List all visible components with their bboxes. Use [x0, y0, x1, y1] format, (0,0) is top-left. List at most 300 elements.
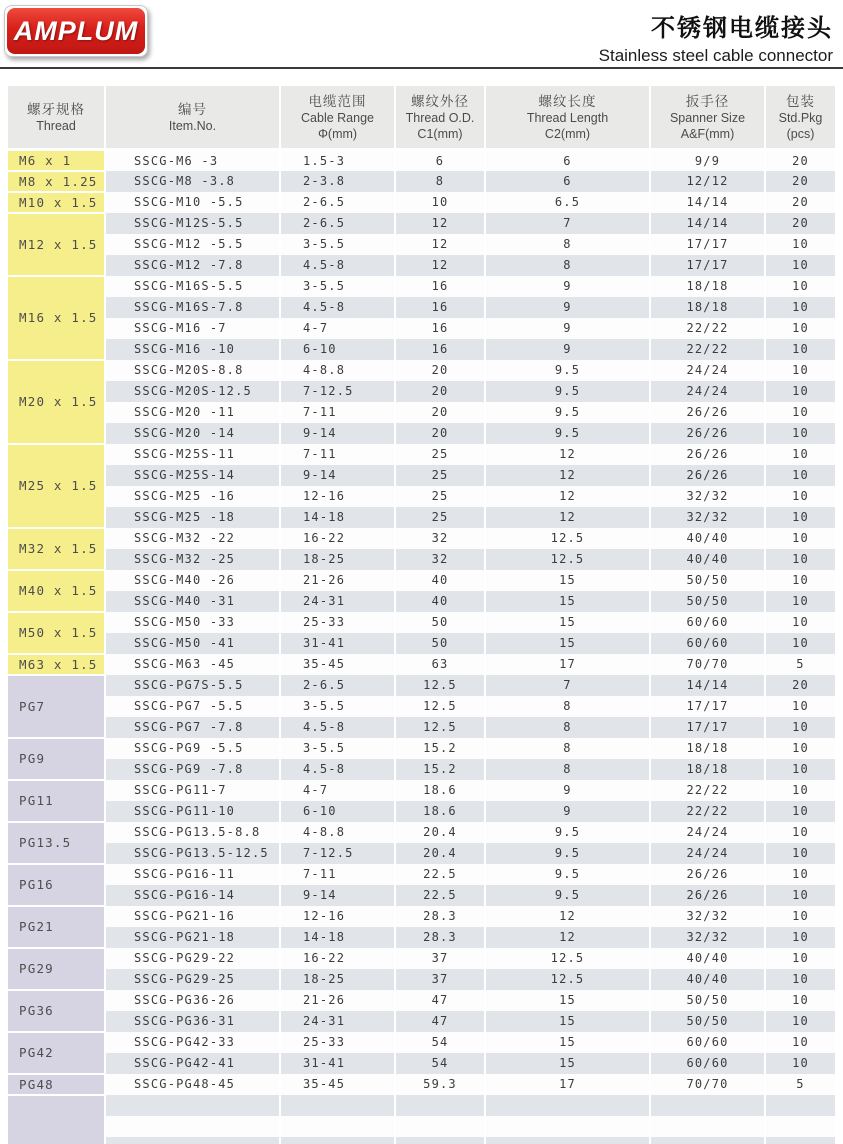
- table-row: [8, 570, 835, 591]
- spanner-size-cell: 18/18: [650, 759, 765, 780]
- thread-od-cell: 22.5: [395, 885, 485, 906]
- thread-group-cell: PG7: [8, 675, 105, 738]
- thread-group-cell: PG48: [8, 1074, 105, 1095]
- thread-length-cell: 6.5: [485, 192, 650, 213]
- thread-od-cell: 20: [395, 402, 485, 423]
- cable-range-cell: 3-5.5: [280, 276, 395, 297]
- thread-od-cell: [395, 1116, 485, 1137]
- item-no-cell: SSCG-M20S-12.5: [105, 381, 280, 402]
- thread-od-cell: 37: [395, 948, 485, 969]
- std-pkg-cell: 20: [765, 675, 835, 696]
- cable-range-cell: 31-41: [280, 633, 395, 654]
- thread-od-cell: 28.3: [395, 927, 485, 948]
- table-row: [8, 1137, 835, 1144]
- table-row: [8, 1032, 835, 1053]
- spanner-size-cell: 14/14: [650, 675, 765, 696]
- item-no-cell: SSCG-M12S-5.5: [105, 213, 280, 234]
- thread-od-cell: 20: [395, 381, 485, 402]
- table-row: [8, 843, 835, 864]
- item-no-cell: SSCG-M8 -3.8: [105, 171, 280, 192]
- thread-group-cell: PG36: [8, 990, 105, 1032]
- thread-od-cell: 12.5: [395, 717, 485, 738]
- item-no-cell: SSCG-M20 -11: [105, 402, 280, 423]
- thread-length-cell: [485, 1137, 650, 1144]
- thread-length-cell: 9: [485, 801, 650, 822]
- std-pkg-cell: 10: [765, 885, 835, 906]
- cable-range-cell: 4.5-8: [280, 717, 395, 738]
- table-row: [8, 612, 835, 633]
- table-row: [8, 234, 835, 255]
- item-no-cell: SSCG-PG36-31: [105, 1011, 280, 1032]
- table-row: [8, 822, 835, 843]
- thread-length-cell: 8: [485, 696, 650, 717]
- table-row: [8, 528, 835, 549]
- cable-range-cell: 24-31: [280, 591, 395, 612]
- table-row: [8, 1011, 835, 1032]
- spanner-size-cell: 9/9: [650, 150, 765, 171]
- cable-range-cell: 18-25: [280, 549, 395, 570]
- thread-od-cell: 47: [395, 990, 485, 1011]
- item-no-cell: SSCG-PG42-41: [105, 1053, 280, 1074]
- item-no-cell: SSCG-M25S-14: [105, 465, 280, 486]
- thread-length-cell: 12: [485, 465, 650, 486]
- spanner-size-cell: 24/24: [650, 381, 765, 402]
- thread-length-cell: 8: [485, 234, 650, 255]
- thread-length-cell: 12.5: [485, 948, 650, 969]
- table-row: [8, 171, 835, 192]
- item-no-cell: SSCG-PG29-22: [105, 948, 280, 969]
- spanner-size-cell: 40/40: [650, 528, 765, 549]
- item-no-cell: SSCG-M63 -45: [105, 654, 280, 675]
- thread-od-cell: 22.5: [395, 864, 485, 885]
- cable-range-cell: 9-14: [280, 465, 395, 486]
- cable-range-cell: 7-11: [280, 402, 395, 423]
- spanner-size-cell: 26/26: [650, 402, 765, 423]
- std-pkg-cell: 10: [765, 486, 835, 507]
- table-row: [8, 906, 835, 927]
- std-pkg-cell: 10: [765, 549, 835, 570]
- cable-range-cell: 4-8.8: [280, 822, 395, 843]
- std-pkg-cell: 10: [765, 1011, 835, 1032]
- thread-od-cell: 50: [395, 633, 485, 654]
- thread-length-cell: 15: [485, 1053, 650, 1074]
- cable-range-cell: 2-6.5: [280, 675, 395, 696]
- thread-length-cell: 7: [485, 675, 650, 696]
- std-pkg-cell: 10: [765, 1032, 835, 1053]
- table-row: [8, 486, 835, 507]
- table-row: [8, 654, 835, 675]
- std-pkg-cell: 10: [765, 528, 835, 549]
- spanner-size-cell: [650, 1137, 765, 1144]
- spanner-size-cell: 22/22: [650, 339, 765, 360]
- item-no-cell: SSCG-PG7S-5.5: [105, 675, 280, 696]
- spanner-size-cell: 22/22: [650, 318, 765, 339]
- table-row: [8, 381, 835, 402]
- item-no-cell: SSCG-PG11-10: [105, 801, 280, 822]
- spanner-size-cell: 17/17: [650, 234, 765, 255]
- column-header-std-pkg: 包装 Std.Pkg (pcs): [765, 86, 835, 150]
- spanner-size-cell: 18/18: [650, 297, 765, 318]
- table-row: [8, 591, 835, 612]
- thread-od-cell: 18.6: [395, 801, 485, 822]
- table-row: [8, 969, 835, 990]
- item-no-cell: SSCG-M12 -7.8: [105, 255, 280, 276]
- item-no-cell: SSCG-PG21-18: [105, 927, 280, 948]
- std-pkg-cell: 10: [765, 570, 835, 591]
- column-header-thread-od: 螺纹外径 Thread O.D. C1(mm): [395, 86, 485, 150]
- thread-od-cell: 40: [395, 570, 485, 591]
- brand-logo: [4, 5, 148, 57]
- spanner-size-cell: 40/40: [650, 549, 765, 570]
- std-pkg-cell: 10: [765, 255, 835, 276]
- cable-range-cell: 18-25: [280, 969, 395, 990]
- thread-length-cell: 9: [485, 276, 650, 297]
- spanner-size-cell: 26/26: [650, 423, 765, 444]
- table-row: [8, 1116, 835, 1137]
- thread-length-cell: 9.5: [485, 822, 650, 843]
- spanner-size-cell: 17/17: [650, 696, 765, 717]
- item-no-cell: [105, 1095, 280, 1116]
- cable-range-cell: 16-22: [280, 528, 395, 549]
- thread-od-cell: 20.4: [395, 822, 485, 843]
- thread-length-cell: 9: [485, 297, 650, 318]
- table-row: [8, 318, 835, 339]
- cable-range-cell: 1.5-3: [280, 150, 395, 171]
- std-pkg-cell: 10: [765, 969, 835, 990]
- std-pkg-cell: 10: [765, 717, 835, 738]
- thread-group-cell: M63 x 1.5: [8, 654, 105, 675]
- brand-logo-text: AMPLUM: [7, 8, 145, 54]
- table-row: [8, 780, 835, 801]
- thread-od-cell: 20.4: [395, 843, 485, 864]
- std-pkg-cell: 10: [765, 759, 835, 780]
- item-no-cell: SSCG-PG13.5-8.8: [105, 822, 280, 843]
- thread-od-cell: 25: [395, 444, 485, 465]
- item-no-cell: SSCG-PG29-25: [105, 969, 280, 990]
- thread-group-cell: M8 x 1.25: [8, 171, 105, 192]
- spanner-size-cell: 32/32: [650, 507, 765, 528]
- std-pkg-cell: 10: [765, 318, 835, 339]
- cable-range-cell: 16-22: [280, 948, 395, 969]
- thread-length-cell: 17: [485, 654, 650, 675]
- table-row: [8, 675, 835, 696]
- thread-length-cell: 9: [485, 318, 650, 339]
- table-row: [8, 192, 835, 213]
- item-no-cell: SSCG-M6 -3: [105, 150, 280, 171]
- thread-length-cell: 15: [485, 990, 650, 1011]
- thread-od-cell: [395, 1095, 485, 1116]
- std-pkg-cell: 10: [765, 339, 835, 360]
- thread-od-cell: 20: [395, 423, 485, 444]
- spanner-size-cell: 60/60: [650, 1032, 765, 1053]
- thread-length-cell: 15: [485, 633, 650, 654]
- item-no-cell: SSCG-PG9 -7.8: [105, 759, 280, 780]
- table-row: [8, 465, 835, 486]
- thread-group-cell: PG29: [8, 948, 105, 990]
- thread-od-cell: 25: [395, 465, 485, 486]
- spanner-size-cell: [650, 1116, 765, 1137]
- cable-range-cell: 7-11: [280, 444, 395, 465]
- thread-od-cell: 12: [395, 255, 485, 276]
- spanner-size-cell: 12/12: [650, 171, 765, 192]
- thread-length-cell: 9.5: [485, 381, 650, 402]
- cable-range-cell: 35-45: [280, 1074, 395, 1095]
- thread-od-cell: 47: [395, 1011, 485, 1032]
- table-row: [8, 423, 835, 444]
- item-no-cell: SSCG-PG11-7: [105, 780, 280, 801]
- table-row: [8, 927, 835, 948]
- thread-length-cell: 8: [485, 717, 650, 738]
- cable-range-cell: 35-45: [280, 654, 395, 675]
- thread-od-cell: 50: [395, 612, 485, 633]
- thread-od-cell: [395, 1137, 485, 1144]
- table-row: [8, 633, 835, 654]
- item-no-cell: [105, 1137, 280, 1144]
- table-row: [8, 339, 835, 360]
- spanner-size-cell: 22/22: [650, 801, 765, 822]
- column-header-thread: 螺牙规格 Thread: [8, 86, 105, 150]
- thread-length-cell: 12.5: [485, 969, 650, 990]
- thread-length-cell: 9: [485, 780, 650, 801]
- spanner-size-cell: [650, 1095, 765, 1116]
- spanner-size-cell: 14/14: [650, 192, 765, 213]
- cable-range-cell: 21-26: [280, 990, 395, 1011]
- table-row: [8, 507, 835, 528]
- table-row: [8, 1053, 835, 1074]
- thread-length-cell: 15: [485, 612, 650, 633]
- spanner-size-cell: 26/26: [650, 885, 765, 906]
- spanner-size-cell: 32/32: [650, 906, 765, 927]
- column-header-thread-length: 螺纹长度 Thread Length C2(mm): [485, 86, 650, 150]
- page-title-en: Stainless steel cable connector: [598, 46, 833, 65]
- thread-length-cell: 9.5: [485, 885, 650, 906]
- thread-length-cell: 12: [485, 906, 650, 927]
- cable-range-cell: 9-14: [280, 423, 395, 444]
- thread-od-cell: 37: [395, 969, 485, 990]
- table-row: [8, 1074, 835, 1095]
- spanner-size-cell: 60/60: [650, 1053, 765, 1074]
- thread-group-cell: M20 x 1.5: [8, 360, 105, 444]
- thread-od-cell: 32: [395, 528, 485, 549]
- item-no-cell: SSCG-PG42-33: [105, 1032, 280, 1053]
- thread-length-cell: 9.5: [485, 843, 650, 864]
- cable-range-cell: 4-7: [280, 318, 395, 339]
- spanner-size-cell: 40/40: [650, 948, 765, 969]
- std-pkg-cell: 5: [765, 1074, 835, 1095]
- thread-group-cell: M40 x 1.5: [8, 570, 105, 612]
- thread-od-cell: 18.6: [395, 780, 485, 801]
- cable-range-cell: 4.5-8: [280, 759, 395, 780]
- thread-length-cell: 8: [485, 255, 650, 276]
- cable-range-cell: 3-5.5: [280, 738, 395, 759]
- spanner-size-cell: 50/50: [650, 1011, 765, 1032]
- thread-group-cell: PG11: [8, 780, 105, 822]
- thread-length-cell: 12: [485, 444, 650, 465]
- std-pkg-cell: 10: [765, 234, 835, 255]
- item-no-cell: SSCG-M20 -14: [105, 423, 280, 444]
- std-pkg-cell: 10: [765, 780, 835, 801]
- cable-range-cell: 14-18: [280, 927, 395, 948]
- thread-od-cell: 16: [395, 276, 485, 297]
- thread-length-cell: 9.5: [485, 402, 650, 423]
- std-pkg-cell: 10: [765, 822, 835, 843]
- item-no-cell: SSCG-M16 -7: [105, 318, 280, 339]
- thread-od-cell: 15.2: [395, 759, 485, 780]
- spanner-size-cell: 26/26: [650, 465, 765, 486]
- column-header-cable-range: 电缆范围 Cable Range Φ(mm): [280, 86, 395, 150]
- table-row: [8, 696, 835, 717]
- thread-group-cell: PG21: [8, 906, 105, 948]
- table-row: [8, 717, 835, 738]
- thread-od-cell: 10: [395, 192, 485, 213]
- item-no-cell: SSCG-PG48-45: [105, 1074, 280, 1095]
- thread-length-cell: 15: [485, 591, 650, 612]
- thread-od-cell: 25: [395, 507, 485, 528]
- item-no-cell: SSCG-M25 -18: [105, 507, 280, 528]
- table-row: [8, 402, 835, 423]
- std-pkg-cell: 10: [765, 738, 835, 759]
- table-row: [8, 759, 835, 780]
- table-row: [8, 444, 835, 465]
- thread-od-cell: 63: [395, 654, 485, 675]
- spanner-size-cell: 26/26: [650, 864, 765, 885]
- thread-od-cell: 8: [395, 171, 485, 192]
- thread-od-cell: 12: [395, 234, 485, 255]
- thread-od-cell: 59.3: [395, 1074, 485, 1095]
- item-no-cell: SSCG-M25 -16: [105, 486, 280, 507]
- cable-range-cell: 24-31: [280, 1011, 395, 1032]
- table-row: [8, 990, 835, 1011]
- std-pkg-cell: 10: [765, 864, 835, 885]
- table-row: [8, 549, 835, 570]
- table-row: [8, 150, 835, 171]
- std-pkg-cell: 10: [765, 591, 835, 612]
- cable-range-cell: 4-7: [280, 780, 395, 801]
- item-no-cell: SSCG-M50 -33: [105, 612, 280, 633]
- spanner-size-cell: 18/18: [650, 276, 765, 297]
- thread-group-cell: M6 x 1: [8, 150, 105, 171]
- thread-group-cell: M50 x 1.5: [8, 612, 105, 654]
- item-no-cell: SSCG-M16S-5.5: [105, 276, 280, 297]
- column-header-item-no: 编号 Item.No.: [105, 86, 280, 150]
- std-pkg-cell: 10: [765, 612, 835, 633]
- item-no-cell: SSCG-M40 -31: [105, 591, 280, 612]
- thread-length-cell: 15: [485, 570, 650, 591]
- item-no-cell: SSCG-PG7 -7.8: [105, 717, 280, 738]
- thread-length-cell: 8: [485, 738, 650, 759]
- item-no-cell: SSCG-M50 -41: [105, 633, 280, 654]
- cable-range-cell: 2-6.5: [280, 192, 395, 213]
- spanner-size-cell: 26/26: [650, 444, 765, 465]
- cable-range-cell: 31-41: [280, 1053, 395, 1074]
- item-no-cell: SSCG-PG7 -5.5: [105, 696, 280, 717]
- std-pkg-cell: 20: [765, 213, 835, 234]
- thread-group-cell: M32 x 1.5: [8, 528, 105, 570]
- std-pkg-cell: 10: [765, 465, 835, 486]
- thread-od-cell: 16: [395, 339, 485, 360]
- spanner-size-cell: 70/70: [650, 1074, 765, 1095]
- table-row: [8, 885, 835, 906]
- thread-group-cell: M10 x 1.5: [8, 192, 105, 213]
- std-pkg-cell: 10: [765, 423, 835, 444]
- item-no-cell: SSCG-M25S-11: [105, 444, 280, 465]
- spanner-size-cell: 50/50: [650, 591, 765, 612]
- thread-length-cell: 12: [485, 507, 650, 528]
- cable-range-cell: 25-33: [280, 612, 395, 633]
- thread-length-cell: [485, 1095, 650, 1116]
- spanner-size-cell: 40/40: [650, 969, 765, 990]
- spanner-size-cell: 17/17: [650, 717, 765, 738]
- thread-od-cell: 16: [395, 318, 485, 339]
- thread-length-cell: 12.5: [485, 549, 650, 570]
- thread-od-cell: 15.2: [395, 738, 485, 759]
- cable-range-cell: 6-10: [280, 801, 395, 822]
- spanner-size-cell: 24/24: [650, 843, 765, 864]
- std-pkg-cell: 20: [765, 192, 835, 213]
- table-row: [8, 255, 835, 276]
- thread-length-cell: 8: [485, 759, 650, 780]
- item-no-cell: SSCG-PG9 -5.5: [105, 738, 280, 759]
- spanner-size-cell: 50/50: [650, 570, 765, 591]
- item-no-cell: SSCG-M32 -22: [105, 528, 280, 549]
- table-row: [8, 297, 835, 318]
- spec-table: [8, 86, 835, 1144]
- std-pkg-cell: 10: [765, 801, 835, 822]
- std-pkg-cell: 10: [765, 927, 835, 948]
- cable-range-cell: 14-18: [280, 507, 395, 528]
- page-title-zh: 不锈钢电缆接头: [651, 15, 833, 42]
- std-pkg-cell: 10: [765, 297, 835, 318]
- item-no-cell: SSCG-PG36-26: [105, 990, 280, 1011]
- spanner-size-cell: 50/50: [650, 990, 765, 1011]
- cable-range-cell: 3-5.5: [280, 696, 395, 717]
- thread-group-cell: M12 x 1.5: [8, 213, 105, 276]
- cable-range-cell: 7-12.5: [280, 843, 395, 864]
- thread-length-cell: 9.5: [485, 423, 650, 444]
- std-pkg-cell: 5: [765, 654, 835, 675]
- cable-range-cell: [280, 1116, 395, 1137]
- table-row: [8, 864, 835, 885]
- item-no-cell: SSCG-M40 -26: [105, 570, 280, 591]
- header-divider: [0, 67, 843, 69]
- thread-length-cell: 9: [485, 339, 650, 360]
- thread-length-cell: 12: [485, 486, 650, 507]
- std-pkg-cell: [765, 1137, 835, 1144]
- spanner-size-cell: 24/24: [650, 360, 765, 381]
- spanner-size-cell: 17/17: [650, 255, 765, 276]
- thread-od-cell: 12.5: [395, 696, 485, 717]
- table-row: [8, 738, 835, 759]
- thread-group-cell: PG13.5: [8, 822, 105, 864]
- thread-od-cell: 16: [395, 297, 485, 318]
- spanner-size-cell: 14/14: [650, 213, 765, 234]
- item-no-cell: SSCG-M16 -10: [105, 339, 280, 360]
- item-no-cell: [105, 1116, 280, 1137]
- cable-range-cell: 4.5-8: [280, 297, 395, 318]
- cable-range-cell: 12-16: [280, 486, 395, 507]
- thread-od-cell: 54: [395, 1032, 485, 1053]
- spanner-size-cell: 22/22: [650, 780, 765, 801]
- std-pkg-cell: [765, 1095, 835, 1116]
- item-no-cell: SSCG-PG13.5-12.5: [105, 843, 280, 864]
- std-pkg-cell: 10: [765, 906, 835, 927]
- thread-group-cell: PG42: [8, 1032, 105, 1074]
- table-row: [8, 801, 835, 822]
- thread-length-cell: 12.5: [485, 528, 650, 549]
- thread-length-cell: 7: [485, 213, 650, 234]
- cable-range-cell: [280, 1095, 395, 1116]
- std-pkg-cell: 10: [765, 276, 835, 297]
